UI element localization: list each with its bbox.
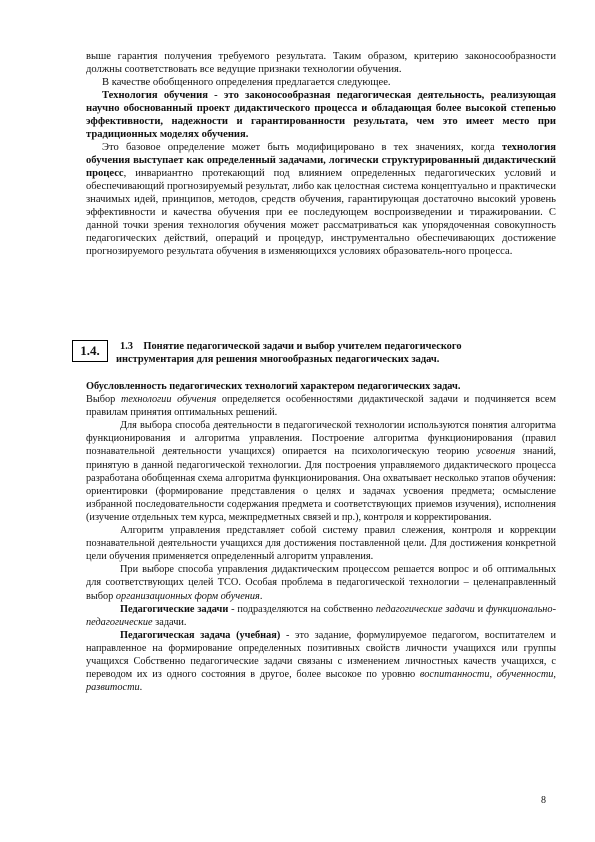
- paragraph-task-definition: Педагогическая задача (учебная) - это задание, формулируемое педагогом, воспитателем и направленное на формирование определенных позитивных свойств личности учащихся или группы учащихся Собственно педагогические задачи связаны с изменением личностных качеств учащихся, с переводом их из одного состояния в другое, более высокое по уровню воспитанности, обученности, развитости.: [86, 629, 557, 694]
- paragraph-definition-intro: В качестве обобщенного определения предлагается следующее.: [102, 77, 391, 88]
- paragraph-tasks: Педагогические задачи - подразделяются на собственно педагогические задачи и функционально-педагогические задачи.: [86, 603, 556, 628]
- subheading: Обусловленность педагогических технологий характером педагогических задач.: [86, 381, 461, 392]
- paragraph-management: Алгоритм управления представляет собой систему правил слежения, контроля и коррекции познавательной деятельности учащихся для достижения поставленной цели. Для достижения конкретной цели обучения применяется определенный алгоритм управления.: [86, 525, 556, 563]
- paragraph-continuation: выше гарантия получения требуемого результата. Таким образом, критерию законосообразности должны соответствовать все ведущие признаки технологии обучения.: [86, 51, 556, 75]
- paragraph-choice: Выбор технологии обучения определяется особенностями дидактической задачи и подчиняется всем правилам принятия оптимальных решений.: [86, 394, 556, 419]
- section-heading: [86, 340, 556, 366]
- section-body: [86, 380, 556, 694]
- paragraph-algorithm: Для выбора способа деятельности в педагогической технологии используются понятия алгоритма функционирования и алгоритма управления. Построение алгоритма функционирования (правил познавательной деятельности учащихся) опирается на психологическую теорию усвоения знаний, принятую в данной педагогической технологии. Для построения управляемого дидактического процесса разработана обобщенная схема алгоритма функционирования. Она охватывает несколько этапов обучения: ориентировки (формирование представления о целях и задачах усвоения предмета; осмысление избранной последовательности содержания предмета и соответствующих приемов изучения), исполнения (изучение отдельных тем курса, межпредметных связей и пр.), контроля и корректирования.: [86, 420, 557, 523]
- section-title-line-1: Понятие педагогической задачи и выбор учителем педагогического: [143, 341, 462, 352]
- paragraph-tso: При выборе способа управления дидактическим процессом решается вопрос и об оптимальных для соответствующих целей ТСО. Особая проблема в педагогической технологии – целенаправленный выбор организационных форм обучения.: [86, 564, 556, 602]
- section-box-label: 1.4.: [72, 340, 108, 362]
- paragraph-definition: [86, 89, 556, 141]
- page-number: 8: [541, 795, 546, 806]
- section-title-line-2: инструментария для решения многообразных педагогических задач.: [116, 354, 440, 365]
- paragraph-basic-definition: Это базовое определение может быть модифицировано в тех значениях, когда технология обучения выступает как определенный задачами, логически структурированный дидактический процесс, инвариантно протекающий под влиянием определенных педагогических условий и обеспечивающий прогнозируемый результат, либо как целостная система концептуально и практически значимых идей, принципов, методов, средств обучения, гарантирующая достаточно высокий уровень эффективности и качества обучения при ее последующем воспроизведении и тиражировании. С данной точки зрения технология обучения может рассматриваться как упорядоченная совокупность педагогических действий, операций и процедур, инструментально обеспечивающих достижение прогнозируемого результата обучения в изменяющихся условиях образователь-ного процесса.: [86, 142, 556, 257]
- definition-text: Технология обучения - это законосообразная педагогическая деятельность, реализующая научно обоснованный проект дидактического процесса и обладающая более высокой степенью эффективности, надежности и гарантированности результата, чем это имеет место при традиционных моделях обучения.: [86, 90, 556, 140]
- top-text: [86, 50, 556, 258]
- section-number: 1.3: [120, 341, 133, 352]
